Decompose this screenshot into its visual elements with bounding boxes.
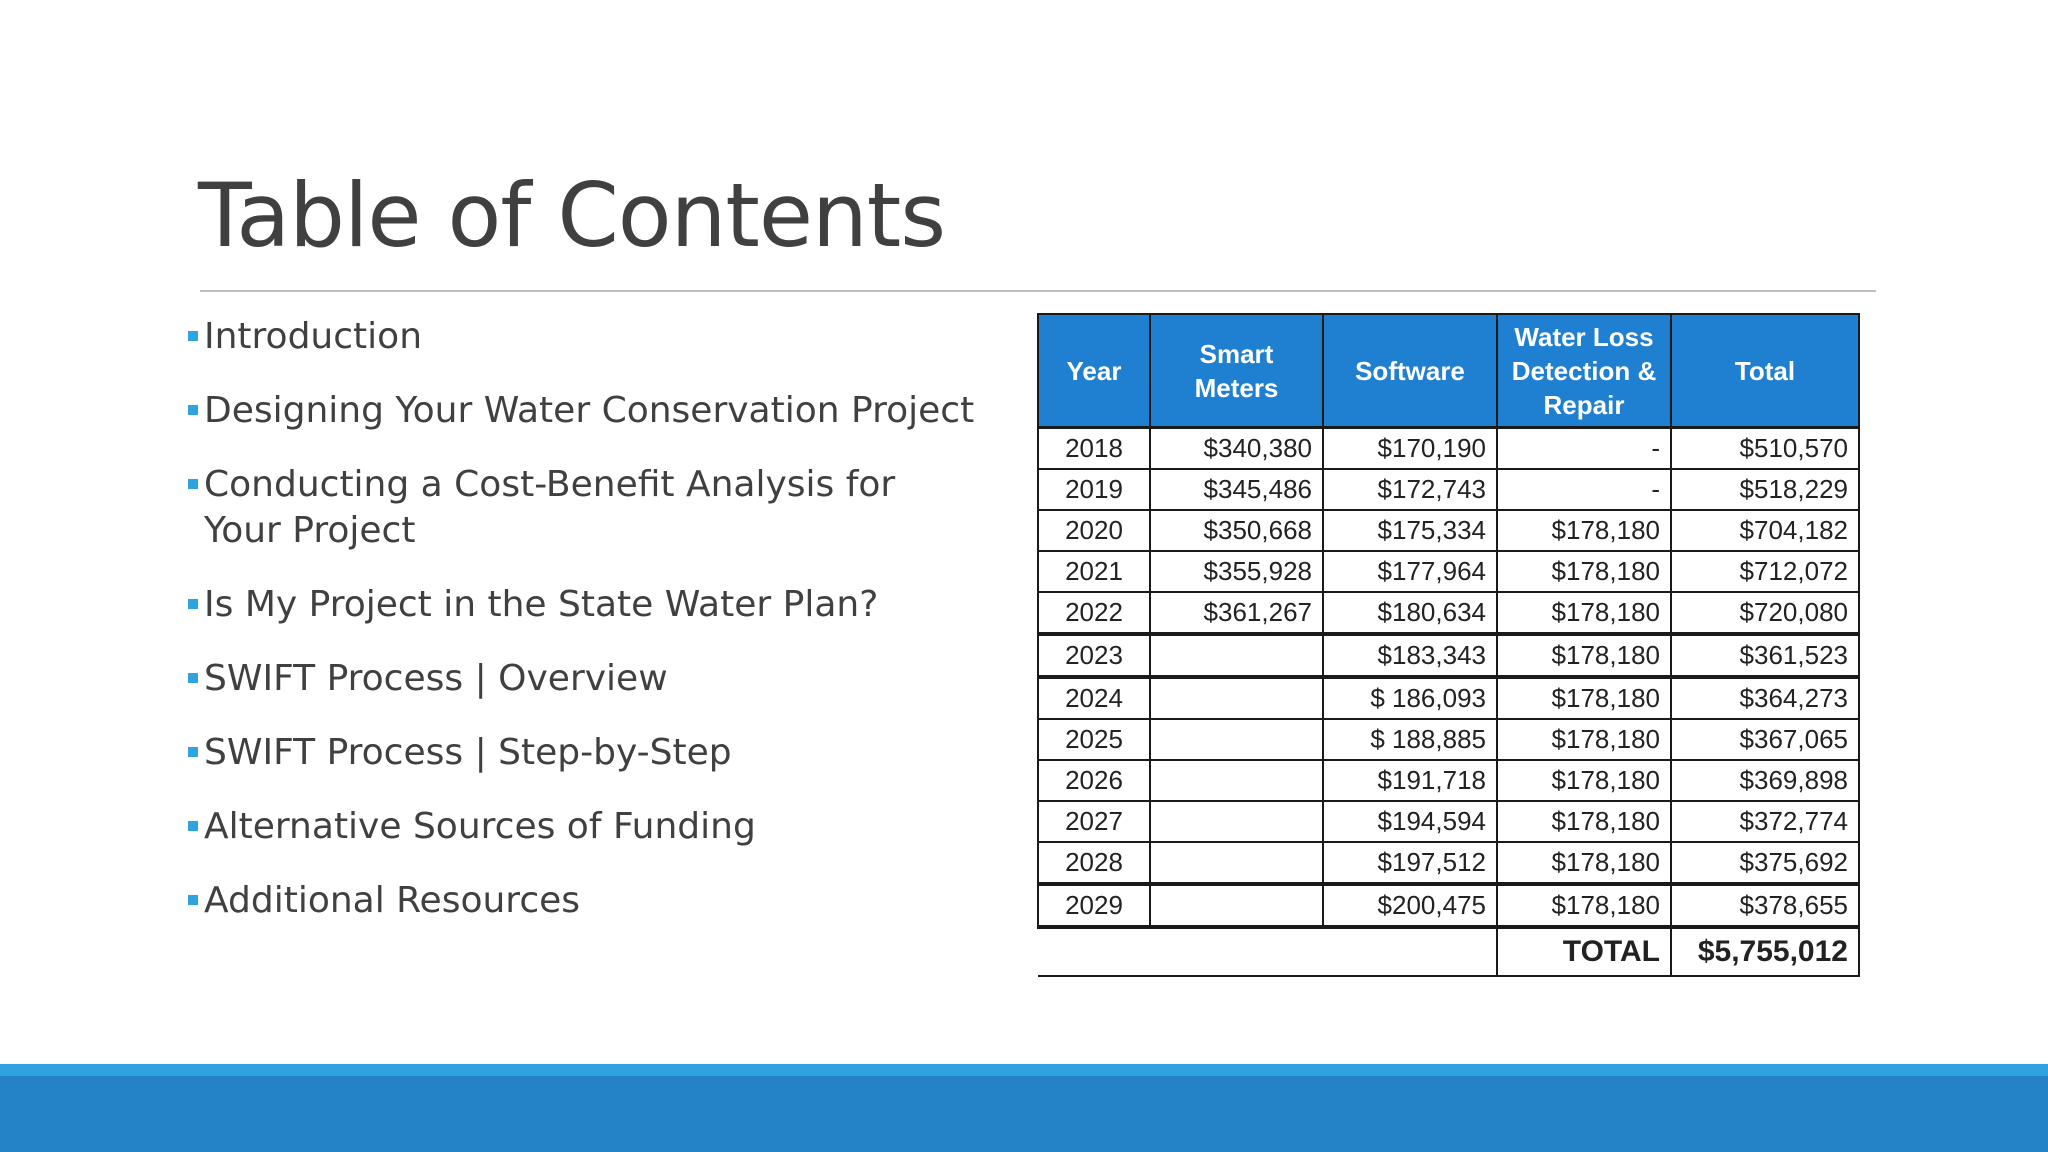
- square-bullet-icon: [188, 405, 198, 415]
- water-loss-cell: $178,180: [1497, 719, 1671, 760]
- total-cell: $510,570: [1671, 428, 1859, 470]
- square-bullet-icon: [188, 895, 198, 905]
- year-cell: 2021: [1038, 551, 1150, 592]
- smart-meters-cell: [1150, 801, 1323, 842]
- year-cell: 2026: [1038, 760, 1150, 801]
- year-cell: 2028: [1038, 842, 1150, 884]
- square-bullet-icon: [188, 331, 198, 341]
- software-cell: $ 188,885: [1323, 719, 1497, 760]
- year-cell: 2022: [1038, 592, 1150, 634]
- table-row: [1038, 634, 1859, 677]
- square-bullet-icon: [188, 479, 198, 489]
- table-row: [1038, 842, 1859, 884]
- water-loss-cell: $178,180: [1497, 677, 1671, 719]
- software-cell: $200,475: [1323, 884, 1497, 927]
- toc-item: [186, 730, 976, 776]
- table-row: [1038, 719, 1859, 760]
- water-loss-cell: -: [1497, 428, 1671, 470]
- toc-item-label: Alternative Sources of Funding: [204, 806, 756, 847]
- total-cell: $712,072: [1671, 551, 1859, 592]
- water-loss-cell: $178,180: [1497, 634, 1671, 677]
- header-total: Total: [1671, 314, 1859, 428]
- slide-title: Table of Contents: [198, 164, 946, 267]
- toc-item-label: Introduction: [204, 316, 423, 357]
- software-cell: $172,743: [1323, 469, 1497, 510]
- software-cell: $194,594: [1323, 801, 1497, 842]
- year-cell: 2018: [1038, 428, 1150, 470]
- header-water-loss: Water Loss Detection & Repair: [1497, 314, 1671, 428]
- year-cell: 2024: [1038, 677, 1150, 719]
- toc-item: [186, 804, 976, 850]
- toc-item-label: Designing Your Water Conservation Project: [204, 390, 975, 431]
- smart-meters-cell: [1150, 719, 1323, 760]
- water-loss-cell: $178,180: [1497, 842, 1671, 884]
- grand-total-label: TOTAL: [1497, 927, 1671, 976]
- footer-bar: [0, 1076, 2048, 1152]
- year-cell: 2020: [1038, 510, 1150, 551]
- table-header-row: [1038, 314, 1859, 428]
- year-cell: 2023: [1038, 634, 1150, 677]
- table-row: [1038, 551, 1859, 592]
- toc-item: [186, 314, 976, 360]
- grand-total-value: $5,755,012: [1671, 927, 1859, 976]
- software-cell: $175,334: [1323, 510, 1497, 551]
- year-cell: 2029: [1038, 884, 1150, 927]
- table-row: [1038, 510, 1859, 551]
- header-software: Software: [1323, 314, 1497, 428]
- software-cell: $197,512: [1323, 842, 1497, 884]
- smart-meters-cell: [1150, 884, 1323, 927]
- water-loss-cell: $178,180: [1497, 510, 1671, 551]
- software-cell: $191,718: [1323, 760, 1497, 801]
- toc-item: [186, 582, 976, 628]
- toc-item: [186, 462, 976, 554]
- total-cell: $378,655: [1671, 884, 1859, 927]
- water-loss-cell: -: [1497, 469, 1671, 510]
- total-cell: $369,898: [1671, 760, 1859, 801]
- total-cell: $361,523: [1671, 634, 1859, 677]
- toc-item: [186, 388, 976, 434]
- square-bullet-icon: [188, 673, 198, 683]
- total-cell: $372,774: [1671, 801, 1859, 842]
- smart-meters-cell: $350,668: [1150, 510, 1323, 551]
- toc-item: [186, 656, 976, 702]
- software-cell: $180,634: [1323, 592, 1497, 634]
- toc-item: [186, 878, 976, 924]
- toc-item-label: SWIFT Process | Step-by-Step: [204, 732, 732, 773]
- total-cell: $364,273: [1671, 677, 1859, 719]
- title-divider: [200, 290, 1876, 292]
- total-cell: $375,692: [1671, 842, 1859, 884]
- water-loss-cell: $178,180: [1497, 592, 1671, 634]
- smart-meters-cell: [1150, 634, 1323, 677]
- smart-meters-cell: $355,928: [1150, 551, 1323, 592]
- footer-accent-bar: [0, 1064, 2048, 1076]
- square-bullet-icon: [188, 747, 198, 757]
- header-smart-meters: Smart Meters: [1150, 314, 1323, 428]
- cost-table: [1037, 313, 1860, 977]
- table-row: [1038, 760, 1859, 801]
- smart-meters-cell: $340,380: [1150, 428, 1323, 470]
- table-row: [1038, 677, 1859, 719]
- square-bullet-icon: [188, 599, 198, 609]
- water-loss-cell: $178,180: [1497, 801, 1671, 842]
- smart-meters-cell: $345,486: [1150, 469, 1323, 510]
- table-row: [1038, 428, 1859, 470]
- blank-cell: [1038, 927, 1497, 976]
- toc-item-label: SWIFT Process | Overview: [204, 658, 668, 699]
- year-cell: 2027: [1038, 801, 1150, 842]
- toc-item-label: Additional Resources: [204, 880, 581, 921]
- water-loss-cell: $178,180: [1497, 551, 1671, 592]
- total-cell: $704,182: [1671, 510, 1859, 551]
- square-bullet-icon: [188, 821, 198, 831]
- table-row: [1038, 884, 1859, 927]
- toc-item-label: Conducting a Cost-Benefit Analysis for Your Project: [204, 464, 896, 551]
- table-row: [1038, 469, 1859, 510]
- smart-meters-cell: [1150, 677, 1323, 719]
- smart-meters-cell: [1150, 842, 1323, 884]
- total-cell: $518,229: [1671, 469, 1859, 510]
- total-cell: $367,065: [1671, 719, 1859, 760]
- grand-total-row: [1038, 927, 1859, 976]
- software-cell: $177,964: [1323, 551, 1497, 592]
- water-loss-cell: $178,180: [1497, 884, 1671, 927]
- smart-meters-cell: [1150, 760, 1323, 801]
- toc-list: [186, 314, 976, 952]
- smart-meters-cell: $361,267: [1150, 592, 1323, 634]
- software-cell: $ 186,093: [1323, 677, 1497, 719]
- year-cell: 2019: [1038, 469, 1150, 510]
- water-loss-cell: $178,180: [1497, 760, 1671, 801]
- header-year: Year: [1038, 314, 1150, 428]
- software-cell: $170,190: [1323, 428, 1497, 470]
- table-row: [1038, 801, 1859, 842]
- total-cell: $720,080: [1671, 592, 1859, 634]
- table-row: [1038, 592, 1859, 634]
- year-cell: 2025: [1038, 719, 1150, 760]
- software-cell: $183,343: [1323, 634, 1497, 677]
- toc-item-label: Is My Project in the State Water Plan?: [204, 584, 879, 625]
